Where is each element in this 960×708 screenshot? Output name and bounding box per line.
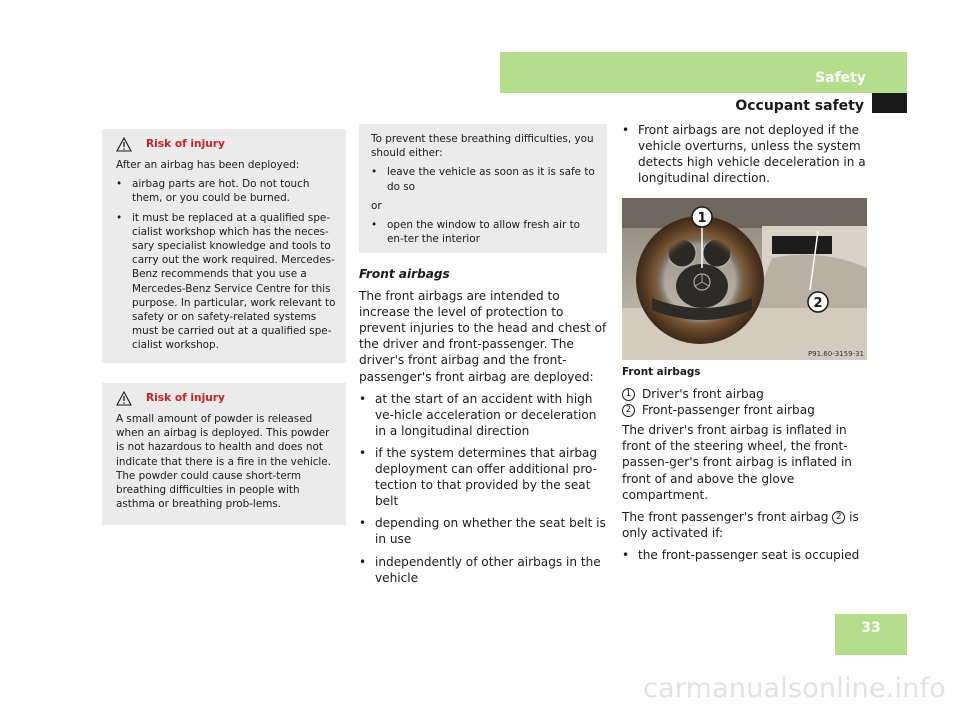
list-item: • Front airbags are not deployed if the vehicle overturns, unless the system detects high vehicle deceleration in a longitudinal direction. <box>622 123 866 186</box>
list-item: • the front-passenger seat is occupied <box>622 547 860 562</box>
column3-top <box>622 122 868 192</box>
section-title: Occupant safety <box>735 98 864 114</box>
column3-bottom <box>622 364 868 569</box>
warning-cont-intro: To prevent these breathing difficulties, you should either: <box>371 133 594 160</box>
list-item: • independently of other airbags in the vehicle <box>359 554 601 585</box>
paragraph: The driver's front airbag is inflated in front of the steering wheel, the front-passen-ger's front airbag is inflated in front of and above the glove compartment. <box>622 423 852 502</box>
warning-intro: After an airbag has been deployed: <box>116 159 300 171</box>
warning-box-powder <box>102 383 346 525</box>
dashboard-photo <box>622 198 867 360</box>
page-number: 33 <box>861 620 881 636</box>
paragraph: The front passenger's front airbag 2 is only activated if: <box>622 509 859 540</box>
warning-triangle-icon <box>116 391 132 406</box>
front-airbags-section <box>359 266 607 592</box>
list-item: • depending on whether the seat belt is in use <box>359 516 606 547</box>
dashboard-illustration <box>622 198 867 360</box>
photo-code: P91.60-3159-31 <box>807 350 864 358</box>
list-item: • airbag parts are hot. Do not touch them, or you could be burned. <box>116 178 310 205</box>
legend-item: 2 Front-passenger front airbag <box>622 402 868 418</box>
legend-item: 1 Driver's front airbag <box>622 386 868 402</box>
list-item: • leave the vehicle as soon as it is safe to do so <box>371 166 595 193</box>
warning-box-after-deployment <box>102 129 346 363</box>
warning-triangle-icon <box>116 137 132 152</box>
list-item: • at the start of an accident with high ve-hicle acceleration or deceleration in a longitudinal direction <box>359 391 597 438</box>
warning-box-continued <box>359 124 607 253</box>
section-heading: Front airbags <box>359 267 450 281</box>
paragraph: The front airbags are intended to increase the level of protection to prevent injuries to the head and chest of the driver and front-passenger. The driver's front airbag and the front-passenger's front airbag are deployed: <box>359 289 607 384</box>
chapter-title: Safety <box>815 70 866 86</box>
watermark: carmanualsonline.info <box>643 673 946 704</box>
warning-text: A small amount of powder is released when an airbag is deployed. This powder is not hazardous to health and does not indicate that there is a fire in the vehicle. The powder could cause short-term breathing difficulties in people with asthma or breathing prob-lems. <box>116 413 331 511</box>
list-item: • it must be replaced at a qualified spe-cialist workshop which has the neces-sary specialist knowledge and tools to carry out the work required. Mercedes-Benz recommends that you use a Mercedes-Benz Service Centre for this purpose. In particular, work relevant to safety or on safety-related systems must be carried out at a qualified spe-cialist workshop. <box>116 211 336 352</box>
callout-1-label: 1 <box>697 211 707 226</box>
warning-title: Risk of injury <box>146 392 225 405</box>
warning-title: Risk of injury <box>146 138 225 151</box>
list-item: • open the window to allow fresh air to en-ter the interior <box>371 219 581 246</box>
or-text: or <box>371 199 382 212</box>
figure-caption: Front airbags <box>622 366 701 378</box>
list-item: • if the system determines that airbag deployment can offer additional pro-tection to that provided by the seat belt <box>359 445 598 509</box>
callout-2-label: 2 <box>813 296 823 311</box>
section-marker <box>872 93 907 113</box>
